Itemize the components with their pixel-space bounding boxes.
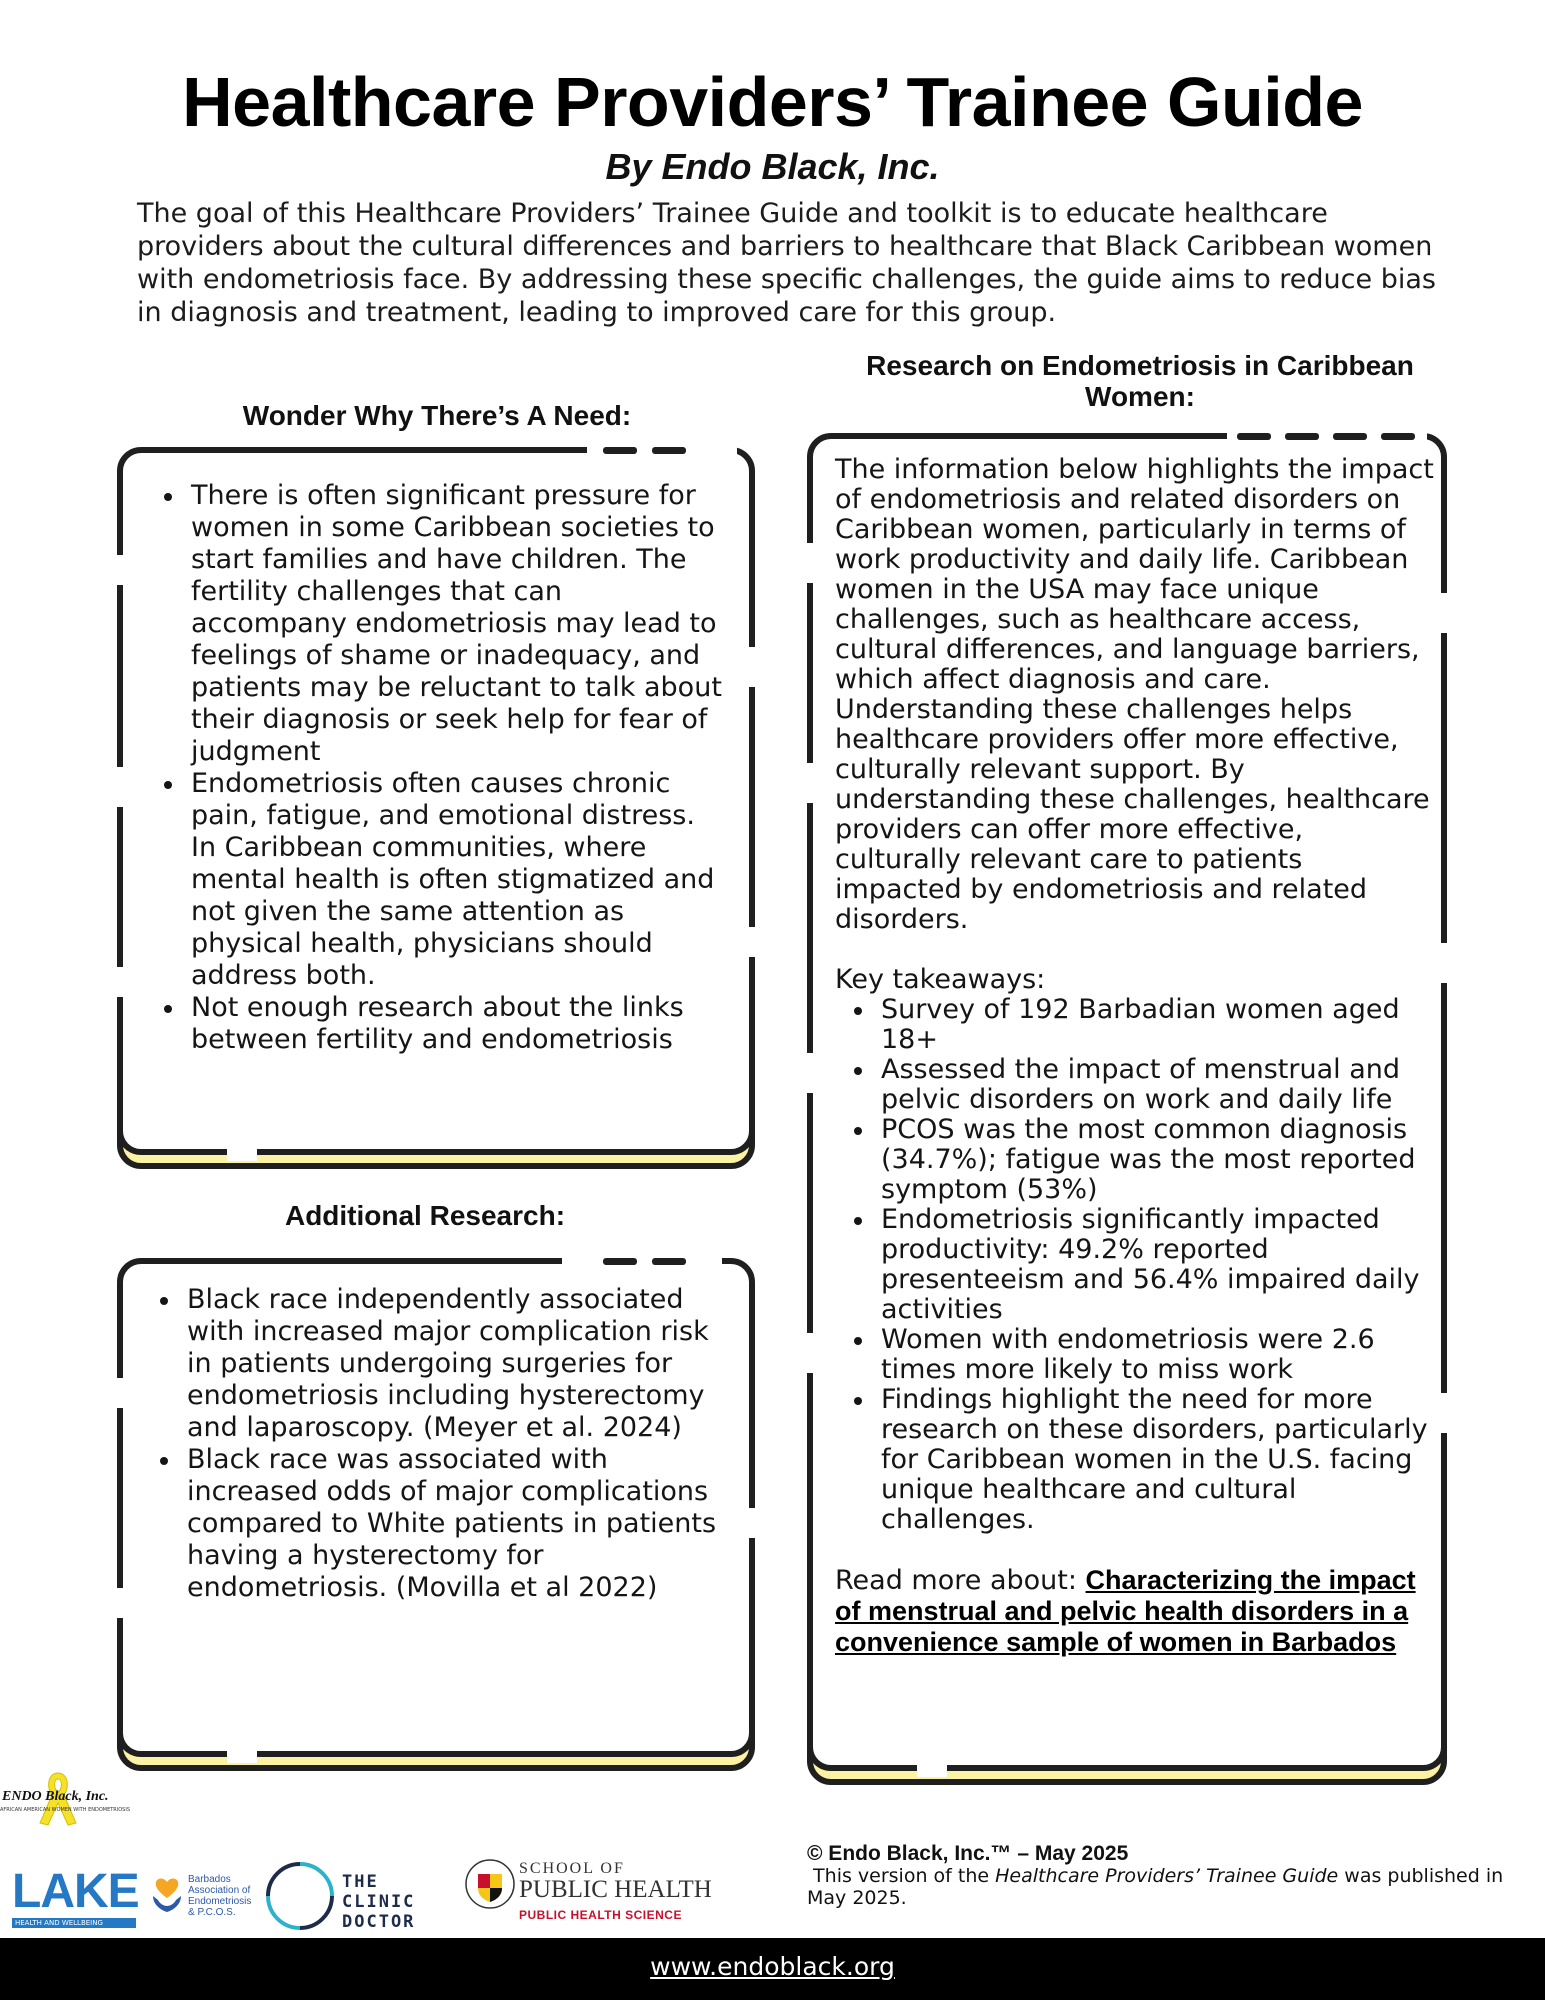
- additional-heading: Additional Research:: [284, 1200, 566, 1231]
- takeaway-item: PCOS was the most common diagnosis (34.7%); fatigue was the most reported symptom (53%): [835, 1115, 1435, 1205]
- intro-paragraph: The goal of this Healthcare Providers’ Trainee Guide and toolkit is to educate healthcare providers about the cultural differences and barriers to healthcare that Black Caribbean women with endometriosis face. By addressing these specific challenges, the guide aims to reduce bias in diagnosis and treatment, leading to improved care for this group.: [137, 198, 1436, 328]
- version-note-text: was published in May 2025.: [807, 1865, 1504, 1909]
- copyright-block: [807, 1843, 1507, 1909]
- version-note-text: This version of the: [813, 1865, 996, 1887]
- umd-line: PUBLIC HEALTH: [519, 1876, 712, 1903]
- umd-line: PUBLIC HEALTH SCIENCE: [519, 1908, 682, 1922]
- barbados-line: Association of: [188, 1885, 251, 1896]
- umd-line: SCHOOL OF: [519, 1860, 625, 1877]
- read-more-link[interactable]: Characterizing the impact of menstrual and pelvic health disorders in a convenience sample of women in Barbados: [835, 1565, 1416, 1657]
- version-note: [807, 1865, 1507, 1909]
- clinic-doctor-logo: [262, 1858, 462, 1938]
- research-heading: Research on Endometriosis in Caribbean Women:: [866, 350, 1414, 412]
- clinic-line: DOCTOR: [342, 1912, 416, 1932]
- takeaway-item: Survey of 192 Barbadian women aged 18+: [835, 995, 1435, 1055]
- takeaway-item: Assessed the impact of menstrual and pelvic disorders on work and daily life: [835, 1055, 1435, 1115]
- takeaway-item: Women with endometriosis were 2.6 times more likely to miss work: [835, 1325, 1435, 1385]
- clinic-line: THE: [342, 1872, 379, 1892]
- need-item: There is often significant pressure for women in some Caribbean societies to start families and have children. The fertility challenges that can accompany endometriosis may lead to feelings of shame or inadequacy, and patients may be reluctant to talk about their diagnosis or seek help for fear of judgment: [155, 480, 725, 768]
- takeaways-label: Key takeaways:: [835, 964, 1046, 995]
- additional-list: [151, 1284, 731, 1604]
- takeaway-item: Endometriosis significantly impacted productivity: 49.2% reported presenteeism and 56.4% impaired daily activities: [835, 1205, 1435, 1325]
- page-subtitle: By Endo Black, Inc.: [605, 146, 940, 187]
- endo-logo-tagline: AFRICAN AMERICAN WOMEN WITH ENDOMETRIOSIS: [0, 1807, 130, 1813]
- hands-heart-icon: [150, 1874, 184, 1914]
- footer-bar: [0, 1938, 1545, 2000]
- need-item: Endometriosis often causes chronic pain, fatigue, and emotional distress. In Caribbean communities, where mental health is often stigmatized and not given the same attention as physical health, physicians should address both.: [155, 768, 725, 992]
- read-more: [835, 1565, 1435, 1658]
- additional-item: Black race independently associated with increased major complication risk in patients undergoing surgeries for endometriosis including hysterectomy and laparoscopy. (Meyer et al. 2024): [151, 1284, 731, 1444]
- university-seal-icon: [463, 1852, 517, 1912]
- clinic-line: CLINIC: [342, 1892, 416, 1912]
- barbados-line: Barbados: [188, 1874, 231, 1885]
- need-list: [155, 480, 725, 1056]
- lake-logo-name: LAKE: [12, 1865, 139, 1918]
- research-content: [835, 455, 1435, 1658]
- page-title: Healthcare Providers’ Trainee Guide: [182, 63, 1363, 141]
- umd-public-health-logo: [463, 1852, 713, 1932]
- version-note-title: Healthcare Providers’ Trainee Guide: [995, 1865, 1339, 1887]
- endo-black-logo: [0, 1765, 130, 1835]
- read-more-label: Read more about:: [835, 1565, 1077, 1596]
- circular-arrows-icon: [262, 1858, 338, 1934]
- barbados-line: & P.C.O.S.: [188, 1907, 236, 1918]
- need-item: Not enough research about the links between fertility and endometriosis: [155, 992, 725, 1056]
- lake-logo: [12, 1865, 139, 1928]
- barbados-line: Endometriosis: [188, 1896, 252, 1907]
- takeaway-item: Findings highlight the need for more research on these disorders, particularly for Caribbean women in the U.S. facing unique healthcare and cultural challenges.: [835, 1385, 1435, 1535]
- lake-logo-tagline: HEALTH AND WELLBEING: [12, 1918, 136, 1928]
- research-intro: The information below highlights the impact of endometriosis and related disorders on Caribbean women, particularly in terms of work productivity and daily life. Caribbean women in the USA may face unique challenges, such as healthcare access, cultural differences, and language barriers, which affect diagnosis and care. Understanding these challenges helps healthcare providers offer more effective, culturally relevant support. By understanding these challenges, healthcare providers can offer more effective, culturally relevant care to patients impacted by endometriosis and related disorders.: [835, 454, 1434, 935]
- copyright-line: © Endo Black, Inc.™ – May 2025: [807, 1842, 1129, 1865]
- website-link[interactable]: www.endoblack.org: [650, 1952, 895, 1981]
- need-heading: Wonder Why There’s A Need:: [242, 400, 632, 431]
- endo-logo-name: ENDO Black, Inc.: [2, 1789, 109, 1804]
- additional-item: Black race was associated with increased odds of major complications compared to White patients in patients having a hysterectomy for endometriosis. (Movilla et al 2022): [151, 1444, 731, 1604]
